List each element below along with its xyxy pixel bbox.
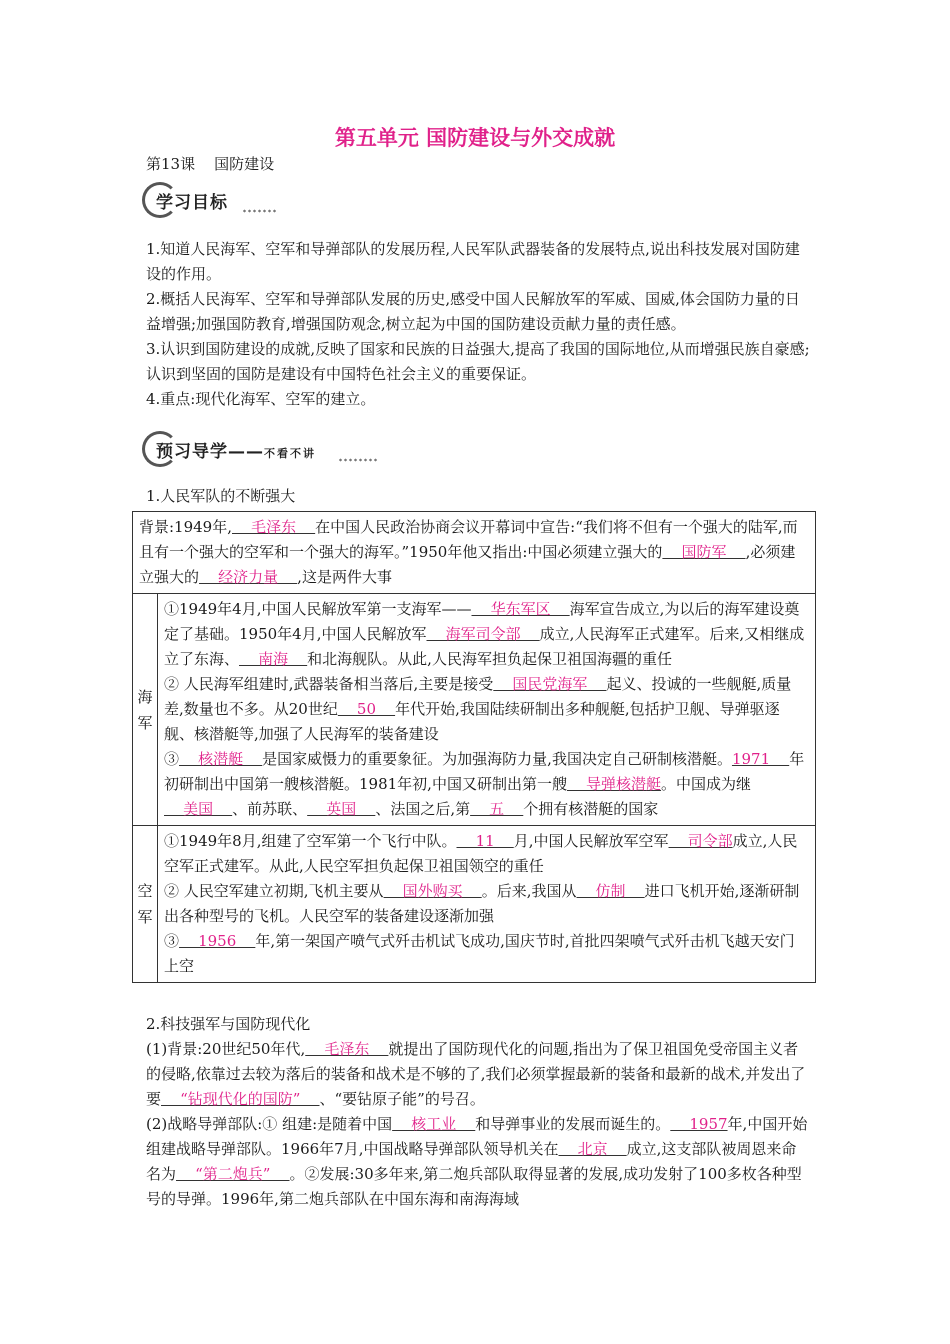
answer-blank: 美国 xyxy=(164,800,233,818)
badge-main-text: 预习导学—— xyxy=(156,442,264,462)
airforce-label: 空 军 xyxy=(133,826,158,983)
table-row xyxy=(133,594,816,826)
navy-label: 海 军 xyxy=(133,594,158,826)
answer-blank: 核工业 xyxy=(392,1115,476,1133)
answer-blank: 五 xyxy=(470,800,524,818)
navy-point-3: ③ 核潜艇 是国家威慑力的重要象征。为加强海防力量,我国决定自己研制核潜艇。1971 年初研制出中国第一艘核潜艇。1981年初,中国又研制出第一艘 导弹核潜艇。中国成为继 美国 、前苏联、 英国 、法国之后,第 五 个拥有核潜艇的国家 xyxy=(164,750,805,818)
background-cell: 背景:1949年, 毛泽东 在中国人民政治协商会议开幕词中宣告:“我们将不但有一个强大的陆军,而且有一个强大的空军和一个强大的海军。”1950年他又指出:中国必须建立强大的 国防军 ,必须建立强大的 经济力量 ,这是两件大事 xyxy=(133,512,816,594)
navy-point-2: ② 人民海军组建时,武器装备相当落后,主要是接受 国民党海军 起义、投诚的一些舰艇,质量差,数量也不多。从20世纪 50 年代开始,我国陆续研制出多种舰艇,包括护卫舰、导弹驱逐舰、核潜艇等,加强了人民海军的装备建设 xyxy=(164,675,792,743)
answer-blank: 毛泽东 xyxy=(232,518,316,536)
table-row xyxy=(133,512,816,594)
answer-blank: 北京 xyxy=(558,1140,627,1158)
answer-blank: 1956 xyxy=(179,932,256,950)
answer-blank: 海军司令部 xyxy=(426,625,540,643)
lesson-title: 第13课 国防建设 xyxy=(146,155,275,173)
goal-item: 4.重点:现代化海军、空军的建立。 xyxy=(146,390,376,408)
answer-blank: 南海 xyxy=(239,650,308,668)
army-table xyxy=(132,511,816,983)
section1-heading: 1.人民军队的不断强大 xyxy=(146,487,296,505)
unit-title: 第五单元 国防建设与外交成就 xyxy=(334,126,616,150)
navy-point-1: ①1949年4月,中国人民解放军第一支海军—— 华东军区 海军宣告成立,为以后的海军建设奠定了基础。1950年4月,中国人民解放军 海军司令部 成立,人民海军正式建军。后来,又相继成立了东海、 南海 和北海舰队。从此,人民海军担负起保卫祖国海疆的重任 xyxy=(164,600,805,668)
answer-blank: 经济力量 xyxy=(199,568,298,586)
badge-dots xyxy=(338,457,378,463)
answer-blank: 导弹核潜艇 xyxy=(566,775,662,793)
goal-item: 2.概括人民海军、空军和导弹部队发展的历史,感受中国人民解放军的军威、国威,体会国防力量的日益增强;加强国防教育,增强国防观念,树立起为中国的国防建设贡献力量的责任感。 xyxy=(146,290,800,333)
badge-label xyxy=(156,437,316,462)
section2-missile-forces: (2)战略导弹部队:① 组建:是随着中国 核工业 和导弹事业的发展而诞生的。 1957年,中国开始组建战略导弹部队。1966年7月,中国战略导弹部队领导机关在 北京 成立,这支部队被周恩来命名为 “第二炮兵” 。②发展:30多年来,第二炮兵部队取得显著的发展,成功发射了100多枚各种型号的导弹。1996年,第二炮兵部队在中国东海和南海海域 xyxy=(146,1115,808,1208)
answer-blank: 司令部 xyxy=(668,832,733,850)
answer-blank: 华东军区 xyxy=(471,600,570,618)
answer-blank: “第二炮兵” xyxy=(176,1165,290,1183)
answer-blank: 1957 xyxy=(670,1115,728,1133)
answer-blank: 国民党海军 xyxy=(493,675,607,693)
answer-blank: 11 xyxy=(456,832,514,850)
answer-blank: 1971 xyxy=(731,750,790,768)
table-row xyxy=(133,826,816,983)
airforce-point-2: ② 人民空军建立初期,飞机主要从 国外购买 。后来,我国从 仿制 进口飞机开始,逐渐研制出各种型号的飞机。人民空军的装备建设逐渐加强 xyxy=(164,882,800,925)
badge-label: 学习目标 xyxy=(156,193,228,213)
answer-blank: 核潜艇 xyxy=(179,750,263,768)
badge-dots xyxy=(242,208,278,214)
answer-blank: 毛泽东 xyxy=(305,1040,389,1058)
navy-cell xyxy=(158,594,816,826)
section2-background: (1)背景:20世纪50年代, 毛泽东 就提出了国防现代化的问题,指出为了保卫祖国免受帝国主义者的侵略,依靠过去较为落后的装备和战术是不够的了,我们必须掌握最新的装备和最新的战术,并发出了要 “钻现代化的国防” 、“要钻原子能”的号召。 xyxy=(146,1040,806,1108)
airforce-point-3: ③ 1956 年,第一架国产喷气式歼击机试飞成功,国庆节时,首批四架喷气式歼击机飞越天安门上空 xyxy=(164,932,795,975)
answer-blank: 国防军 xyxy=(662,543,746,561)
preview-badge xyxy=(142,431,382,471)
answer-blank: 仿制 xyxy=(576,882,645,900)
section2 xyxy=(146,1012,810,1212)
goal-item: 1.知道人民海军、空军和导弹部队的发展历程,人民军队武器装备的发展特点,说出科技发展对国防建设的作用。 xyxy=(146,240,800,283)
airforce-point-1: ①1949年8月,组建了空军第一个飞行中队。 11 月,中国人民解放军空军 司令部成立,人民空军正式建军。从此,人民空军担负起保卫祖国领空的重任 xyxy=(164,832,798,875)
airforce-cell xyxy=(158,826,816,983)
answer-blank: 50 xyxy=(337,700,396,718)
badge-sub-text: 不看不讲 xyxy=(264,447,316,460)
goal-item: 3.认识到国防建设的成就,反映了国家和民族的日益强大,提高了我国的国际地位,从而增强民族自豪感;认识到坚固的国防是建设有中国特色社会主义的重要保证。 xyxy=(146,340,810,383)
section2-heading: 2.科技强军与国防现代化 xyxy=(146,1015,311,1033)
learning-goals xyxy=(146,237,810,412)
answer-blank: 英国 xyxy=(307,800,376,818)
answer-blank: 国外购买 xyxy=(383,882,482,900)
answer-blank: “钻现代化的国防” xyxy=(161,1090,320,1108)
learning-goals-badge xyxy=(142,182,282,222)
